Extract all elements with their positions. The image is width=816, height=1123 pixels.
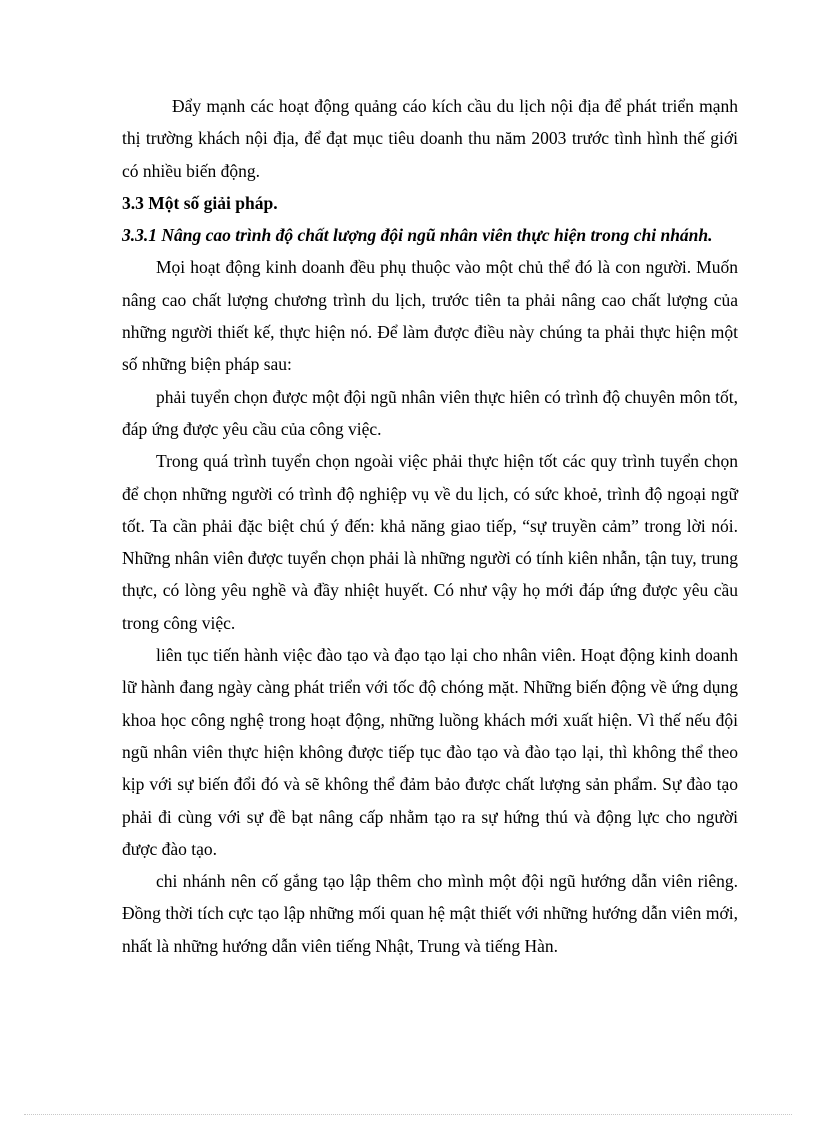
document-body [122, 90, 738, 962]
paragraph-guides: chi nhánh nên cố gắng tạo lập thêm cho mình một đội ngũ hướng dẫn viên riêng. Đồng thời tích cực tạo lập những mối quan hệ mật thiết với những hướng dẫn viên mới, nhất là những hướng dẫn viên tiếng Nhật, Trung và tiếng Hàn. [122, 871, 738, 956]
section-heading: 3.3 Một số giải pháp. [122, 192, 278, 213]
paragraph-recruit: phải tuyển chọn được một đội ngũ nhân viên thực hiên có trình độ chuyên môn tốt, đáp ứng được yêu cầu của công việc. [122, 386, 738, 439]
paragraph-selection: Trong quá trình tuyển chọn ngoài việc phải thực hiện tốt các quy trình tuyển chọn để chọn những người có trình độ nghiệp vụ về du lịch, có sức khoẻ, trình độ ngoại ngữ tốt. Ta cần phải đặc biệt chú ý đến: khả năng giao tiếp, “sự truyền cảm” trong lời nói. Những nhân viên được tuyển chọn phải là những người có tính kiên nhẫn, tận tuy, trung thực, có lòng yêu nghề và đầy nhiệt huyết. Có như vậy họ mới đáp ứng được yêu cầu trong công việc. [122, 451, 738, 633]
subsection-heading: 3.3.1 Nâng cao trình độ chất lượng đội ngũ nhân viên thực hiện trong chi nhánh. [122, 225, 713, 246]
paragraph-intro: Đẩy mạnh các hoạt động quảng cáo kích cầu du lịch nội địa để phát triển mạnh thị trường khách nội địa, để đạt mục tiêu doanh thu năm 2003 trước tình hình thế giới có nhiều biến động. [122, 96, 738, 181]
paragraph-training: liên tục tiến hành việc đào tạo và đạo tạo lại cho nhân viên. Hoạt động kinh doanh lữ hành đang ngày càng phát triển với tốc độ chóng mặt. Những biến động về ứng dụng khoa học công nghệ trong hoạt động, những luồng khách mới xuất hiện. Vì thế nếu đội ngũ nhân viên thực hiện không được tiếp tục đào tạo và đào tạo lại, thì không thể theo kịp với sự biến đổi đó và sẽ không thể đảm bảo được chất lượng sản phẩm. Sự đào tạo phải đi cùng với sự đề bạt nâng cấp nhằm tạo ra sự hứng thú và động lực cho người được đào tạo. [122, 645, 738, 859]
paragraph-people: Mọi hoạt động kinh doanh đều phụ thuộc vào một chủ thể đó là con người. Muốn nâng cao chất lượng chương trình du lịch, trước tiên ta phải nâng cao chất lượng của những người thiết kế, thực hiện nó. Để làm được điều này chúng ta phải thực hiện một số những biện pháp sau: [122, 257, 738, 375]
page-bottom-divider [24, 1114, 792, 1115]
